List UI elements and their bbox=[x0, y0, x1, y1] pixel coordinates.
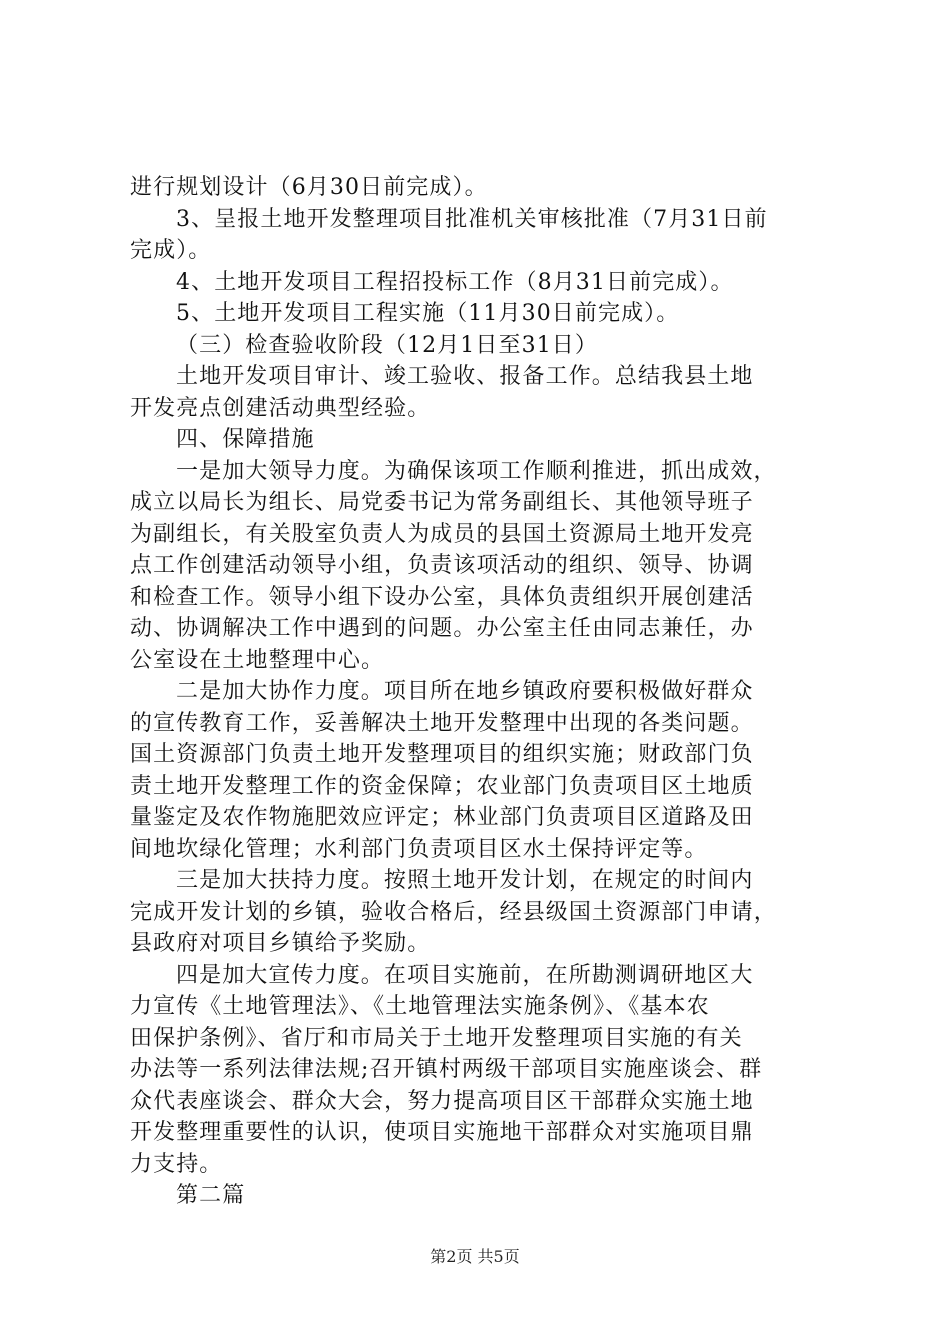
text-line: 完成）。 bbox=[130, 238, 212, 263]
text-line: 完成开发计划的乡镇，验收合格后，经县级国土资源部门申请， bbox=[130, 899, 777, 925]
text-line: 的宣传教育工作，妥善解决土地开发整理中出现的各类问题。 bbox=[130, 710, 754, 736]
text-line: 四、保障措施 bbox=[176, 427, 315, 452]
page-footer: 第2页 共5页 bbox=[430, 1247, 520, 1266]
text-line: 3、呈报土地开发整理项目批准机关审核批准（7月31日前 bbox=[176, 206, 768, 232]
text-line: 进行规划设计（6月30日前完成）。 bbox=[130, 175, 488, 200]
text-line: 三是加大扶持力度。按照土地开发计划，在规定的时间内 bbox=[176, 868, 754, 893]
text-line: 土地开发项目审计、竣工验收、报备工作。总结我县土地 bbox=[176, 364, 754, 389]
document-body bbox=[130, 172, 830, 1212]
text-line: 成立以局长为组长、局党委书记为常务副组长、其他领导班子 bbox=[130, 490, 754, 515]
text-line: 点工作创建活动领导小组，负责该项活动的组织、领导、协调 bbox=[130, 553, 754, 578]
text-line: 动、协调解决工作中遇到的问题。办公室主任由同志兼任，办 bbox=[130, 616, 754, 641]
text-line: 公室设在土地整理中心。 bbox=[130, 647, 385, 673]
text-line: 开发整理重要性的认识，使项目实施地干部群众对实施项目鼎 bbox=[130, 1120, 754, 1145]
text-line: 力宣传《土地管理法》、《土地管理法实施条例》、《基本农 bbox=[130, 994, 710, 1019]
text-line: 四是加大宣传力度。在项目实施前，在所勘测调研地区大 bbox=[176, 962, 754, 988]
text-line: 国土资源部门负责土地开发整理项目的组织实施；财政部门负 bbox=[130, 742, 754, 767]
text-line: 量鉴定及农作物施肥效应评定；林业部门负责项目区道路及田 bbox=[130, 805, 754, 830]
text-line: 5、土地开发项目工程实施（11月30日前完成）。 bbox=[176, 301, 680, 326]
text-line: 第二篇 bbox=[176, 1183, 246, 1208]
text-line: 二是加大协作力度。项目所在地乡镇政府要积极做好群众 bbox=[176, 679, 754, 704]
text-line: 为副组长，有关股室负责人为成员的县国土资源局土地开发亮 bbox=[130, 521, 754, 547]
text-line: 4、土地开发项目工程招投标工作（8月31日前完成）。 bbox=[176, 269, 734, 295]
text-line: 间地坎绿化管理；水利部门负责项目区水土保持评定等。 bbox=[130, 836, 708, 862]
text-line: 和检查工作。领导小组下设办公室，具体负责组织开展创建活 bbox=[130, 584, 754, 610]
text-line: 办法等一系列法律法规;召开镇村两级干部项目实施座谈会、群 bbox=[130, 1057, 763, 1082]
text-line: 县政府对项目乡镇给予奖励。 bbox=[130, 931, 431, 956]
text-line: （三）检查验收阶段（12月1日至31日） bbox=[176, 332, 598, 358]
text-line: 责土地开发整理工作的资金保障；农业部门负责项目区土地质 bbox=[130, 773, 754, 799]
text-line: 开发亮点创建活动典型经验。 bbox=[130, 395, 431, 421]
text-line: 田保护条例》、省厅和市局关于土地开发整理项目实施的有关 bbox=[130, 1025, 743, 1051]
text-line: 众代表座谈会、群众大会，努力提高项目区干部群众实施土地 bbox=[130, 1088, 754, 1114]
text-line: 一是加大领导力度。为确保该项工作顺利推进，抓出成效， bbox=[176, 458, 777, 484]
text-line: 力支持。 bbox=[130, 1151, 223, 1177]
